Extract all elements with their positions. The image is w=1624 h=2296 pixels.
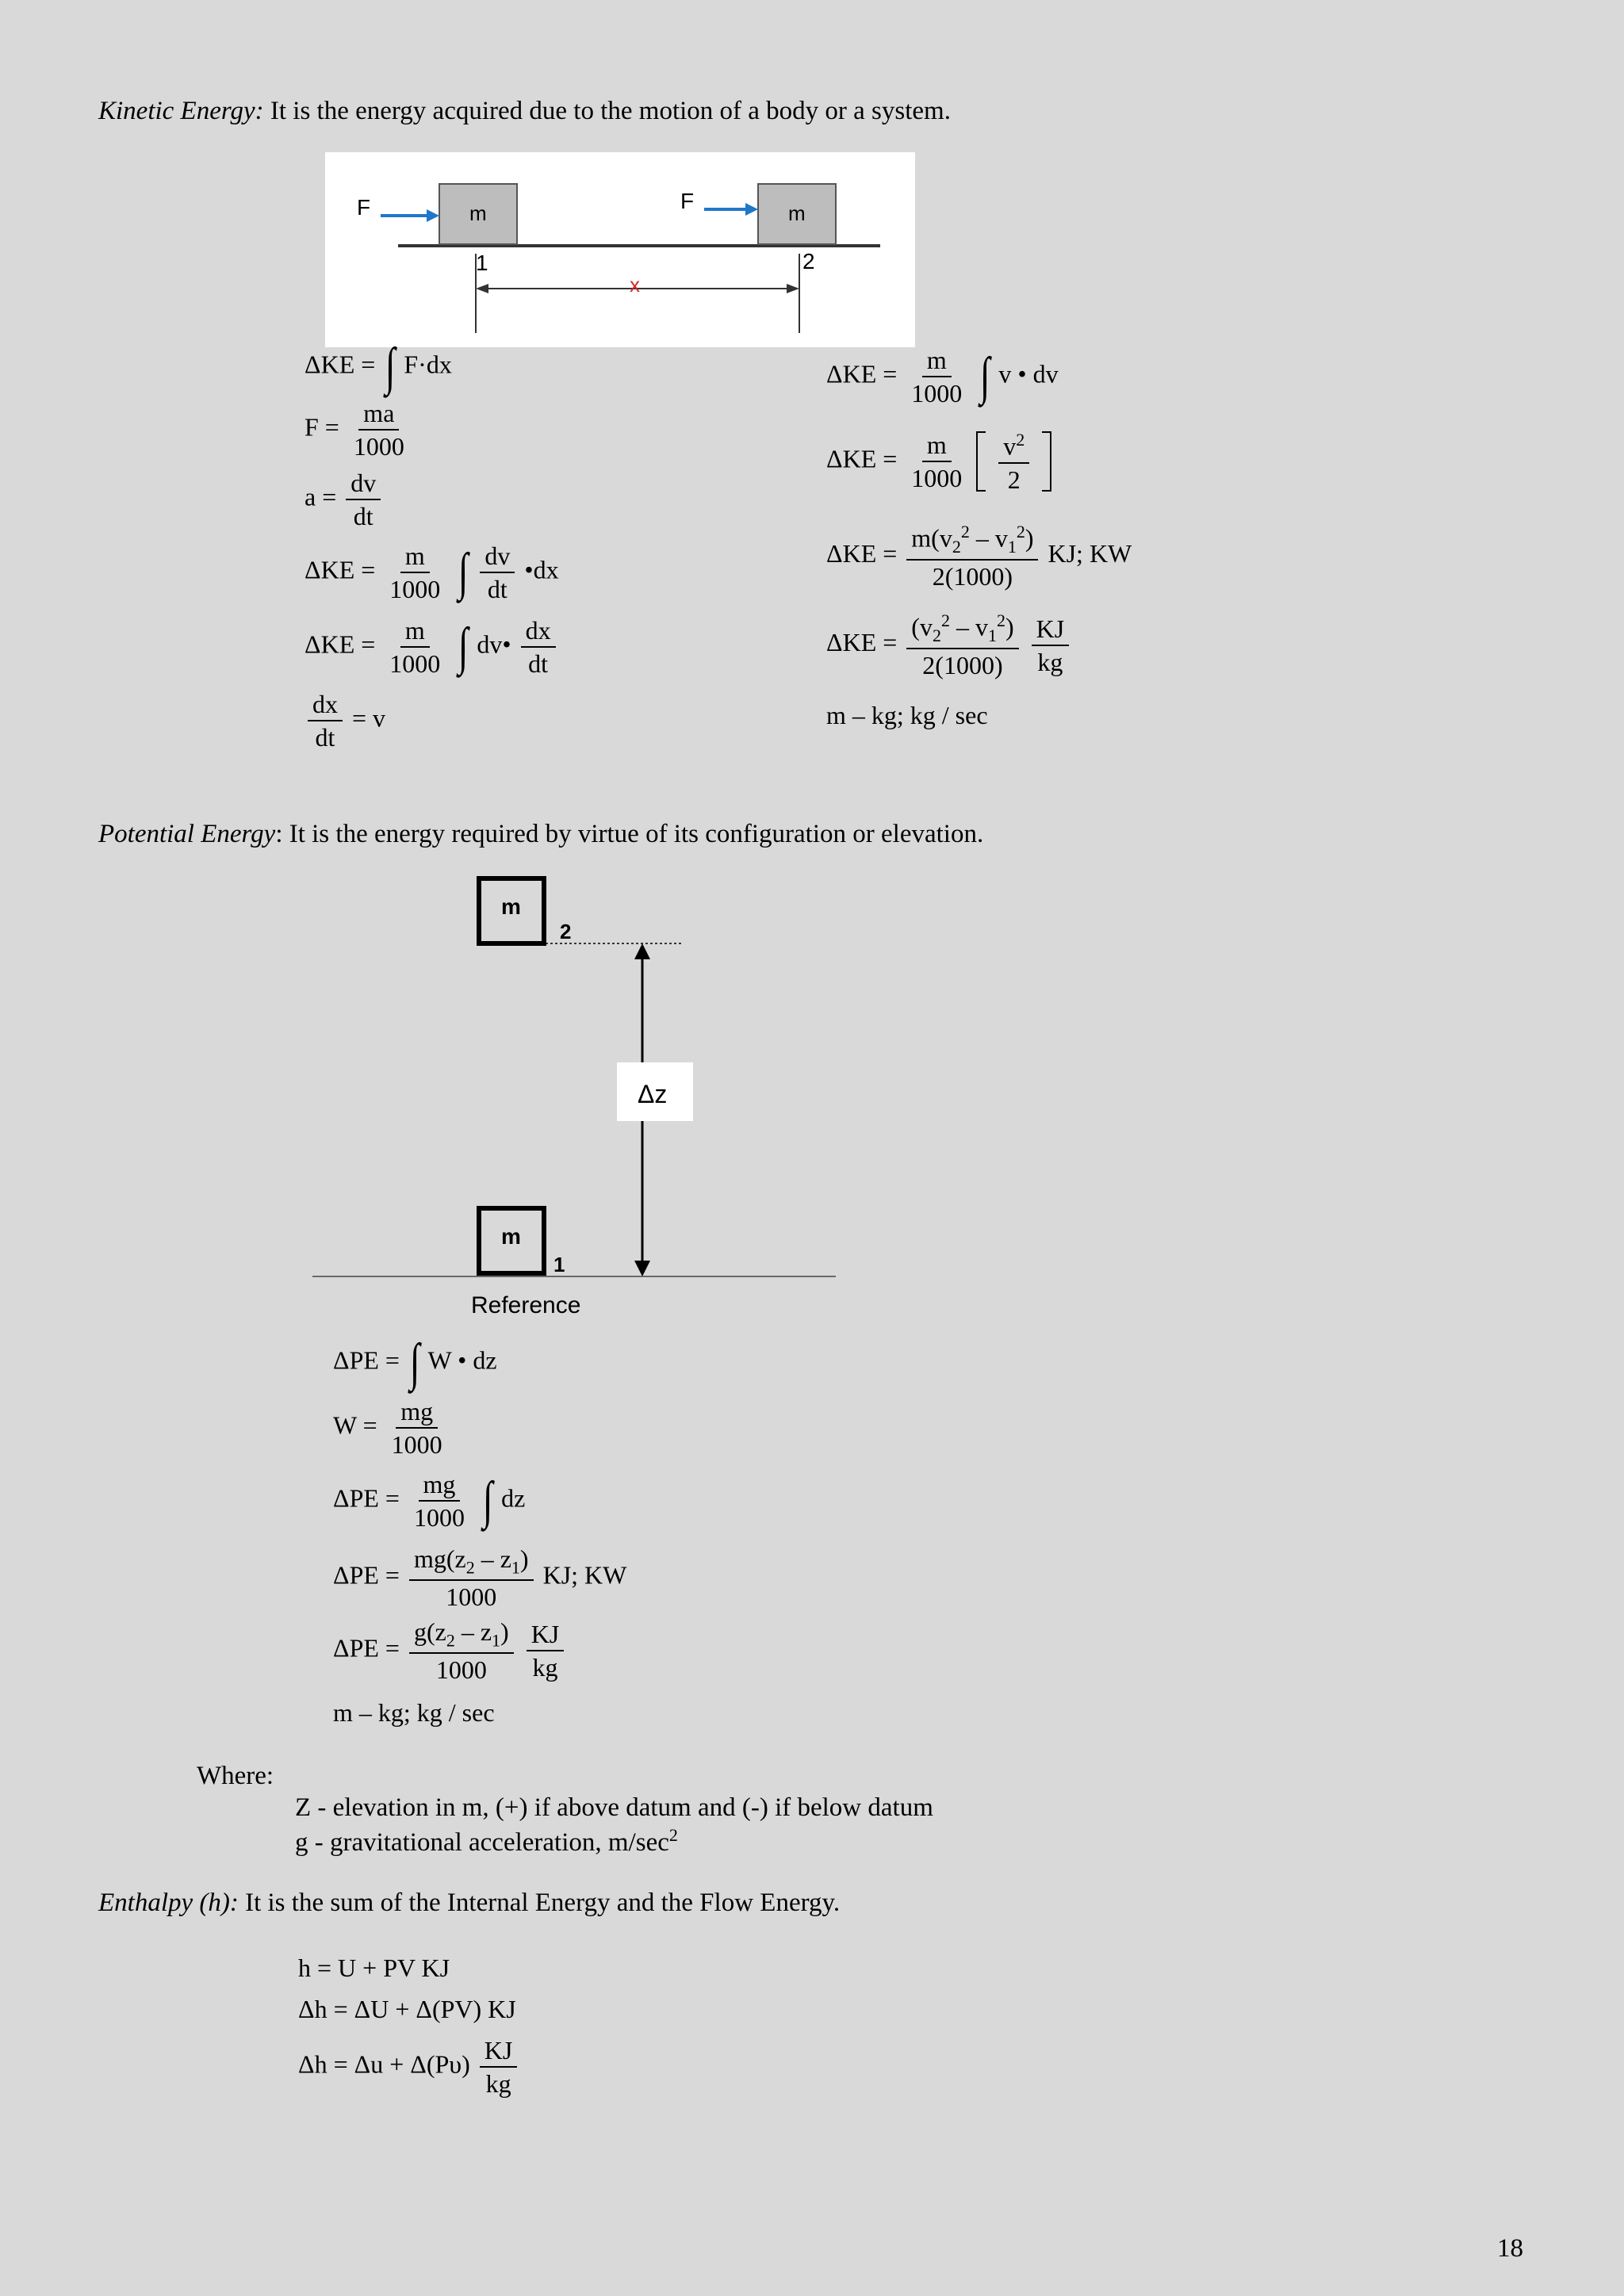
- ke-pos2-label: 2: [802, 249, 815, 274]
- pe-eq-1: ΔPE = ∫ W • dz: [333, 1334, 497, 1391]
- pe-delta-label: Δz: [638, 1080, 668, 1108]
- ke-mass-label-right: m: [788, 201, 806, 225]
- ke-force-arrowhead-right: [745, 203, 758, 216]
- ke-paragraph: [98, 98, 951, 124]
- pe-heading: Potential Energy: [98, 820, 276, 848]
- left-bracket: [976, 431, 986, 492]
- ke-pos1-label: 1: [476, 251, 488, 275]
- ke-mass-label-left: m: [469, 201, 487, 225]
- integral-symbol: ∫: [979, 347, 990, 405]
- pe-eq-3: ΔPE = $\frac{mg}{1000}$ ∫ dz: [333, 1470, 526, 1532]
- ke-eq-integral: ΔKE = ∫ F·dx: [304, 338, 452, 396]
- enthalpy-eq-3: Δh = Δu + Δ(Pυ) $\frac{KJ}{kg}$: [298, 2038, 520, 2096]
- pe-eq-5: ΔPE = $\frac{g(z_2 - z_1)}{1000}$ $\frac{KJ}{kg}$: [333, 1619, 567, 1682]
- enthalpy-eq-1: h = U + PV KJ: [298, 1954, 450, 1982]
- ke-force-label-right: F: [680, 189, 695, 213]
- pe-diagram: [301, 872, 856, 1324]
- pe-arrowhead-down: [634, 1261, 650, 1276]
- pe-mass-bottom-label: m: [501, 1224, 521, 1249]
- where-z-line: Z - elevation in m, (+) if above datum and (-) if below datum: [295, 1793, 933, 1822]
- enthalpy-heading: Enthalpy (h):: [98, 1888, 239, 1917]
- integral-symbol: ∫: [482, 1471, 493, 1529]
- ke-text: It is the energy acquired due to the motion of a body or a system.: [263, 97, 951, 125]
- ke-dist-arrow-left: [476, 284, 488, 293]
- enthalpy-text: It is the sum of the Internal Energy and the Flow Energy.: [238, 1888, 841, 1917]
- ke-eq-r4: ΔKE = $\frac{(v_2^2 - v_1^2)}{2(1000)}$ $\frac{KJ}{kg}$: [826, 612, 1072, 678]
- ke-eq-sub2: ΔKE = $\frac{m}{1000}$ ∫ dv• $\frac{dx}{dt}$: [304, 618, 559, 676]
- integral-symbol: ∫: [458, 543, 469, 601]
- pe-pos2-label: 2: [560, 920, 572, 943]
- integral-symbol: ∫: [458, 618, 469, 675]
- page-number: 18: [1497, 2234, 1523, 2263]
- pe-eq-2: W = $\frac{mg}{1000}$: [333, 1397, 442, 1459]
- ke-eq-r2: ΔKE = $\frac{m}{1000}$ $\frac{v^2}{2}$: [826, 431, 1051, 492]
- pe-mass-top-label: m: [501, 894, 521, 919]
- enthalpy-paragraph: [98, 1890, 840, 1916]
- ke-dist-label: x: [630, 273, 640, 297]
- pe-eq-6: m – kg; kg / sec: [333, 1698, 495, 1727]
- pe-pos1-label: 1: [553, 1253, 565, 1276]
- pe-paragraph: [98, 821, 983, 848]
- pe-eq-4: ΔPE = $\frac{mg(z_2 - z_1)}{1000}$ KJ; KW: [333, 1544, 627, 1612]
- integral-symbol: ∫: [385, 338, 396, 396]
- where-label: Where:: [197, 1762, 274, 1790]
- ke-dist-arrow-right: [787, 284, 799, 293]
- ke-eq-r5: m – kg; kg / sec: [826, 701, 988, 729]
- ke-force-arrowhead-left: [427, 209, 439, 222]
- where-g-line: g - gravitational acceleration, $m/\sec^2$: [295, 1825, 678, 1857]
- ke-heading: Kinetic Energy:: [98, 97, 264, 125]
- pe-reference-label: Reference: [471, 1292, 581, 1318]
- ke-diagram: [325, 152, 915, 347]
- ke-force-label-left: F: [357, 195, 371, 220]
- ke-eq-accel: a = $\frac{dv}{dt}$: [304, 470, 384, 529]
- ke-eq-force: F = $\frac{ma}{1000}$: [304, 399, 404, 461]
- right-bracket: [1042, 431, 1051, 492]
- pe-arrowhead-up: [634, 943, 650, 959]
- ke-eq-velocity: $\frac{dx}{dt}$ = v: [304, 691, 385, 750]
- ke-eq-sub1: ΔKE = $\frac{m}{1000}$ ∫ $\frac{dv}{dt}$ •dx: [304, 541, 559, 603]
- ke-diagram-svg: [325, 152, 915, 347]
- enthalpy-eq-2: Δh = ΔU + Δ(PV) KJ: [298, 1995, 516, 2023]
- ke-eq-r1: ΔKE = $\frac{m}{1000}$ ∫ v • dv: [826, 346, 1059, 408]
- integral-symbol: ∫: [409, 1334, 420, 1391]
- pe-text: : It is the energy required by virtue of its configuration or elevation.: [275, 820, 984, 848]
- ke-eq-r3: ΔKE = $\frac{m(v_2^2 - v_1^2)}{2(1000)}$ KJ; KW: [826, 522, 1132, 591]
